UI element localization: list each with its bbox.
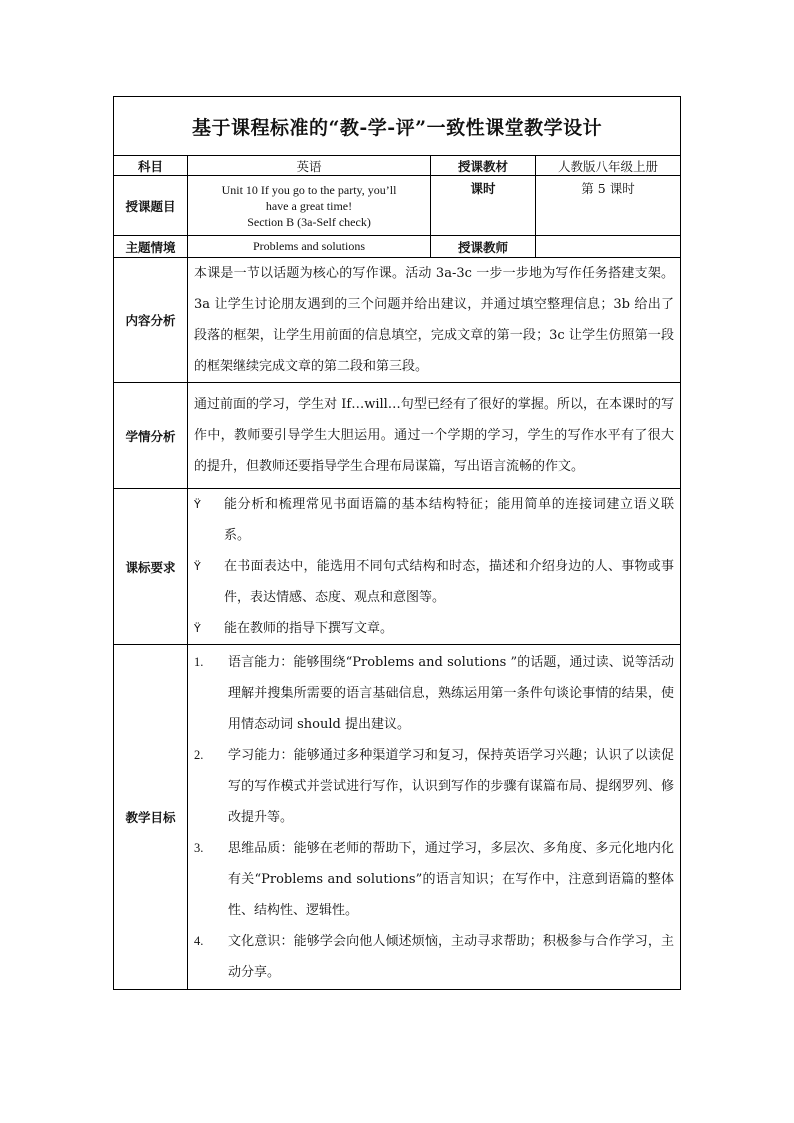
learner-analysis-label: 学情分析 — [114, 383, 188, 489]
objective-text: 学习能力：能够通过多种渠道学习和复习，保持英语学习兴趣；认识了以读促写的写作模式并尝试进行写作，认识到写作的步骤有谋篇布局、提纲罗列、修改提升等。 — [228, 747, 675, 825]
objective-text: 思维品质：能够在老师的帮助下，通过学习，多层次、多角度、多元化地内化有关“Problems and solutions”的语言知识；在写作中，注意到语篇的整体性、结构性、逻辑性。 — [228, 840, 675, 918]
objective-number: 2. — [194, 747, 204, 762]
learner-analysis-text: 通过前面的学习，学生对 If…will…句型已经有了很好的掌握。所以，在本课时的写作中，教师要引导学生大胆运用。通过一个学期的学习，学生的写作水平有了很大的提升，但教师还要指导学生合理布局谋篇，写出语言流畅的作文。 — [188, 383, 681, 489]
content-analysis-label: 内容分析 — [114, 258, 188, 383]
objective-text: 语言能力：能够围绕“Problems and solutions ”的话题，通过读、说等活动理解并搜集所需要的语言基础信息，熟练运用第一条件句谈论事情的结果，使用情态动词 should 提出建议。 — [228, 654, 675, 732]
standards-list — [188, 489, 681, 645]
subject-label: 科目 — [114, 156, 188, 176]
content-analysis-text: 本课是一节以话题为核心的写作课。活动 3a-3c 一步一步地为写作任务搭建支架。3a 让学生讨论朋友遇到的三个问题并给出建议，并通过填空整理信息；3b 给出了段落的框架，让学生用前面的信息填空，完成文章的第一段；3c 让学生仿照第一段的框架继续完成文章的第二段和第三段。 — [188, 258, 681, 383]
lesson-plan-table — [113, 96, 681, 990]
subject-value: 英语 — [188, 156, 431, 176]
objective-number: 4. — [194, 933, 204, 948]
objective-number: 1. — [194, 654, 204, 669]
objective-text: 文化意识：能够学会向他人倾述烦恼，主动寻求帮助；积极参与合作学习，主动分享。 — [228, 933, 675, 980]
bullet-icon: Ÿ — [194, 560, 201, 573]
topic-label: 授课题目 — [114, 176, 188, 236]
theme-value: Problems and solutions — [188, 236, 431, 258]
period-value: 第 5 课时 — [536, 176, 681, 236]
objective-item — [188, 740, 680, 833]
standards-item: Ÿ 在书面表达中，能选用不同句式结构和时态，描述和介绍身边的人、事物或事件，表达情感、态度、观点和意图等。 — [188, 551, 680, 613]
teacher-label: 授课教师 — [431, 236, 536, 258]
period-label: 课时 — [431, 176, 536, 236]
objective-number: 3. — [194, 840, 204, 855]
topic-line-3: Section B (3a-Self check) — [247, 214, 371, 229]
lesson-plan-sheet — [113, 96, 680, 990]
topic-value — [188, 176, 431, 236]
textbook-label: 授课教材 — [431, 156, 536, 176]
page-title: 基于课程标准的“教-学-评”一致性课堂教学设计 — [114, 97, 681, 156]
objective-item — [188, 926, 680, 988]
standards-item: Ÿ 能在教师的指导下撰写文章。 — [188, 613, 680, 644]
objective-item — [188, 647, 680, 740]
textbook-value: 人教版八年级上册 — [536, 156, 681, 176]
objectives-list — [188, 645, 681, 990]
bullet-icon: Ÿ — [194, 622, 201, 635]
objectives-label: 教学目标 — [114, 645, 188, 990]
bullet-icon: Ÿ — [194, 498, 201, 511]
standards-item: Ÿ 能分析和梳理常见书面语篇的基本结构特征；能用简单的连接词建立语义联系。 — [188, 489, 680, 551]
theme-label: 主题情境 — [114, 236, 188, 258]
standards-label: 课标要求 — [114, 489, 188, 645]
topic-line-2: have a great time! — [265, 198, 353, 213]
teacher-value — [536, 236, 681, 258]
topic-line-1: Unit 10 If you go to the party, you’ll — [221, 182, 397, 197]
objective-item — [188, 833, 680, 926]
